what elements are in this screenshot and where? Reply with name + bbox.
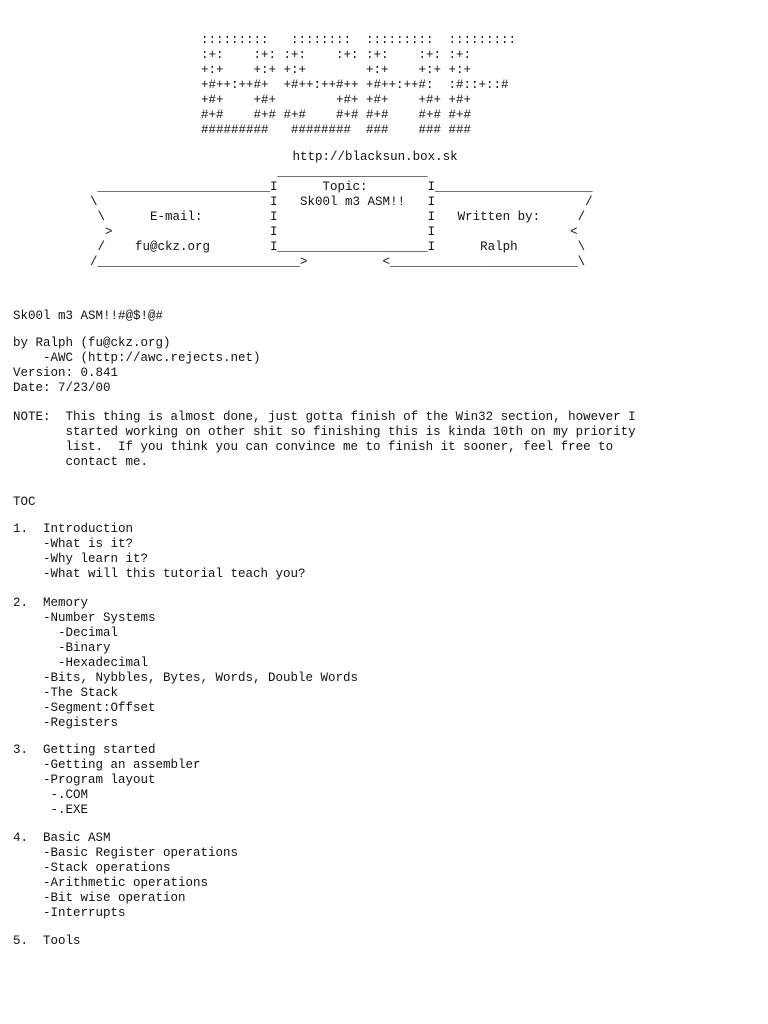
toc-section-title: 1. Introduction (13, 522, 134, 536)
toc-item: -Program layout (13, 773, 156, 787)
toc-item: -.EXE (13, 803, 89, 817)
toc-item: -Number Systems (13, 611, 156, 625)
toc-section-title: 3. Getting started (13, 743, 156, 757)
date: Date: 7/23/00 (13, 381, 111, 395)
toc-item: -Stack operations (13, 861, 171, 875)
toc-item: -.COM (13, 788, 89, 802)
toc-item: -Interrupts (13, 906, 126, 920)
toc-item: -Bit wise operation (13, 891, 186, 905)
ascii-art-logo: ::::::::: :::::::: ::::::::: ::::::::: :+: :+: :+: :+: :+: :+: :+: +:+ +:+ +:+ +:+ +:+ +:+ +#++:++#+ +#++:++#++ +#++:++#: :#::+::# +#+ +#+ +#+ +#+ +#+ +#+ #+# #+# #+# #+# #+# #+# #+# ######### ######## ### ### ### (201, 33, 517, 137)
toc-section-getting-started (13, 743, 201, 818)
toc-item: -Why learn it? (13, 552, 149, 566)
toc-section-basic-asm (13, 831, 238, 921)
toc-section-introduction (13, 522, 306, 582)
toc-item: -Registers (13, 716, 119, 730)
toc-item: -The Stack (13, 686, 119, 700)
toc-section-title: 4. Basic ASM (13, 831, 111, 845)
toc-item: -Bits, Nybbles, Bytes, Words, Double Words (13, 671, 359, 685)
toc-section-title: 2. Memory (13, 596, 89, 610)
document-title: Sk00l m3 ASM!!#@$!@# (13, 309, 164, 323)
toc-section-memory (13, 596, 358, 731)
toc-item: -What will this tutorial teach you? (13, 567, 306, 581)
toc-item: -Segment:Offset (13, 701, 156, 715)
group-affiliation: -AWC (http://awc.rejects.net) (13, 351, 261, 365)
ascii-header-box: http://blacksun.box.sk ____________________ _______________________I Topic: I_____________________ \ I Sk00l m3 ASM!! I / \ E-mail: I I Written by: / > I I < / fu@ckz.org I____________________I Ralph \ /___________________________> <_________________________\ (90, 150, 593, 269)
toc-item: -Hexadecimal (13, 656, 149, 670)
toc-item: -Getting an assembler (13, 758, 201, 772)
toc-item: -What is it? (13, 537, 134, 551)
toc-item: -Arithmetic operations (13, 876, 209, 890)
meta-block (13, 336, 261, 396)
byline: by Ralph (fu@ckz.org) (13, 336, 171, 350)
version: Version: 0.841 (13, 366, 119, 380)
note-paragraph: NOTE: This thing is almost done, just gotta finish of the Win32 section, however I started working on other shit so finishing this is kinda 10th on my priority list. If you think you can convince me to finish it sooner, feel free to contact me. (13, 410, 636, 469)
toc-item: -Basic Register operations (13, 846, 239, 860)
toc-section-tools (13, 934, 81, 949)
toc-section-title: 5. Tools (13, 934, 81, 948)
toc-heading: TOC (13, 495, 36, 509)
toc-item: -Binary (13, 641, 111, 655)
toc-item: -Decimal (13, 626, 119, 640)
